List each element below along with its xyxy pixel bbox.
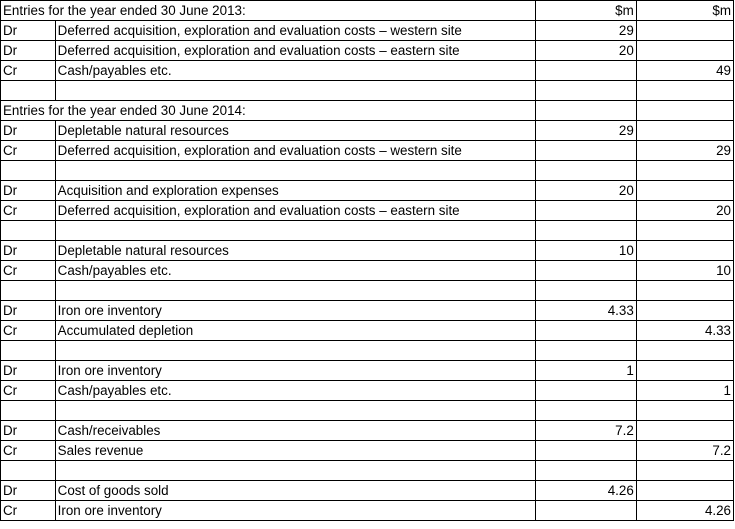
entry-dr-cr: Cr [1, 201, 56, 221]
entry-debit-amount [535, 261, 636, 281]
entry-debit-amount [535, 321, 636, 341]
spacer-cell [535, 81, 636, 101]
journal-entry-row [1, 361, 734, 381]
entry-dr-cr: Dr [1, 421, 56, 441]
year-2013-heading: Entries for the year ended 30 June 2013: [1, 1, 536, 21]
entry-credit-amount: 1 [636, 381, 733, 401]
spacer-cell [535, 161, 636, 181]
spacer-cell [55, 461, 535, 481]
credit-column-header: $m [636, 1, 733, 21]
entry-credit-amount [636, 481, 733, 501]
entry-credit-amount [636, 121, 733, 141]
journal-entry-row [1, 481, 734, 501]
spacer-cell [535, 341, 636, 361]
spacer-cell [636, 221, 733, 241]
spacer-cell [1, 81, 56, 101]
entry-dr-cr: Cr [1, 381, 56, 401]
entry-debit-amount [535, 61, 636, 81]
entry-dr-cr: Cr [1, 141, 56, 161]
header-row [1, 1, 734, 21]
spacer-cell [1, 161, 56, 181]
spacer-row [1, 461, 734, 481]
spacer-cell [636, 341, 733, 361]
journal-entry-row [1, 21, 734, 41]
entry-credit-amount [636, 241, 733, 261]
spacer-row [1, 221, 734, 241]
spacer-row [1, 341, 734, 361]
entry-dr-cr: Cr [1, 61, 56, 81]
spacer-cell [535, 281, 636, 301]
spacer-row [1, 281, 734, 301]
empty-cell [636, 101, 733, 121]
entry-account: Iron ore inventory [55, 361, 535, 381]
journal-entry-row [1, 441, 734, 461]
entry-credit-amount [636, 301, 733, 321]
journal-entry-row [1, 181, 734, 201]
journal-entry-row [1, 241, 734, 261]
entry-debit-amount: 29 [535, 121, 636, 141]
year-2014-header-row [1, 101, 734, 121]
spacer-cell [535, 461, 636, 481]
entry-debit-amount [535, 141, 636, 161]
year-2014-heading: Entries for the year ended 30 June 2014: [1, 101, 536, 121]
entry-debit-amount: 1 [535, 361, 636, 381]
entry-account: Acquisition and exploration expenses [55, 181, 535, 201]
entry-credit-amount [636, 41, 733, 61]
spacer-cell [55, 341, 535, 361]
entry-dr-cr: Cr [1, 321, 56, 341]
entry-credit-amount: 49 [636, 61, 733, 81]
entry-credit-amount: 4.26 [636, 501, 733, 521]
spacer-row [1, 401, 734, 421]
entry-dr-cr: Dr [1, 121, 56, 141]
journal-entry-row [1, 261, 734, 281]
entry-account: Iron ore inventory [55, 301, 535, 321]
spacer-row [1, 161, 734, 181]
spacer-cell [1, 281, 56, 301]
entry-credit-amount [636, 21, 733, 41]
entry-credit-amount [636, 181, 733, 201]
entry-account: Cash/receivables [55, 421, 535, 441]
entry-dr-cr: Cr [1, 501, 56, 521]
journal-entry-row [1, 201, 734, 221]
entry-dr-cr: Dr [1, 41, 56, 61]
entry-debit-amount: 29 [535, 21, 636, 41]
journal-entry-row [1, 501, 734, 521]
journal-body [1, 1, 734, 521]
entry-credit-amount: 20 [636, 201, 733, 221]
spacer-cell [1, 341, 56, 361]
spacer-cell [636, 281, 733, 301]
journal-entry-row [1, 301, 734, 321]
spacer-cell [636, 461, 733, 481]
entry-debit-amount: 20 [535, 41, 636, 61]
journal-entry-row [1, 41, 734, 61]
entry-debit-amount: 10 [535, 241, 636, 261]
entry-debit-amount [535, 501, 636, 521]
spacer-cell [1, 461, 56, 481]
entry-account: Depletable natural resources [55, 241, 535, 261]
journal-entry-row [1, 421, 734, 441]
entry-account: Deferred acquisition, exploration and evaluation costs – eastern site [55, 201, 535, 221]
debit-column-header: $m [535, 1, 636, 21]
entry-debit-amount: 20 [535, 181, 636, 201]
spacer-row [1, 81, 734, 101]
entry-dr-cr: Cr [1, 441, 56, 461]
entry-debit-amount [535, 201, 636, 221]
spacer-cell [55, 401, 535, 421]
entry-dr-cr: Dr [1, 361, 56, 381]
entry-dr-cr: Dr [1, 481, 56, 501]
journal-entry-row [1, 381, 734, 401]
journal-entry-row [1, 141, 734, 161]
entry-account: Cash/payables etc. [55, 61, 535, 81]
spacer-cell [636, 401, 733, 421]
journal-entry-row [1, 321, 734, 341]
entry-debit-amount: 7.2 [535, 421, 636, 441]
spacer-cell [55, 281, 535, 301]
entry-account: Deferred acquisition, exploration and evaluation costs – western site [55, 21, 535, 41]
entry-debit-amount: 4.33 [535, 301, 636, 321]
entry-credit-amount: 10 [636, 261, 733, 281]
entry-account: Cash/payables etc. [55, 381, 535, 401]
spacer-cell [636, 81, 733, 101]
entry-account: Cost of goods sold [55, 481, 535, 501]
entry-credit-amount: 29 [636, 141, 733, 161]
journal-entry-row [1, 121, 734, 141]
spacer-cell [1, 401, 56, 421]
entry-account: Deferred acquisition, exploration and evaluation costs – eastern site [55, 41, 535, 61]
entry-account: Cash/payables etc. [55, 261, 535, 281]
entry-account: Accumulated depletion [55, 321, 535, 341]
empty-cell [535, 101, 636, 121]
entry-debit-amount: 4.26 [535, 481, 636, 501]
journal-entry-row [1, 61, 734, 81]
spacer-cell [55, 161, 535, 181]
spacer-cell [55, 221, 535, 241]
spacer-cell [535, 221, 636, 241]
entry-account: Iron ore inventory [55, 501, 535, 521]
entry-account: Deferred acquisition, exploration and evaluation costs – western site [55, 141, 535, 161]
entry-account: Depletable natural resources [55, 121, 535, 141]
entry-dr-cr: Dr [1, 181, 56, 201]
entry-credit-amount: 4.33 [636, 321, 733, 341]
spacer-cell [55, 81, 535, 101]
spacer-cell [1, 221, 56, 241]
spacer-cell [535, 401, 636, 421]
entry-dr-cr: Dr [1, 241, 56, 261]
entry-account: Sales revenue [55, 441, 535, 461]
entry-credit-amount: 7.2 [636, 441, 733, 461]
entry-credit-amount [636, 421, 733, 441]
spacer-cell [636, 161, 733, 181]
entry-dr-cr: Dr [1, 21, 56, 41]
entry-debit-amount [535, 441, 636, 461]
entry-debit-amount [535, 381, 636, 401]
entry-credit-amount [636, 361, 733, 381]
entry-dr-cr: Cr [1, 261, 56, 281]
entry-dr-cr: Dr [1, 301, 56, 321]
